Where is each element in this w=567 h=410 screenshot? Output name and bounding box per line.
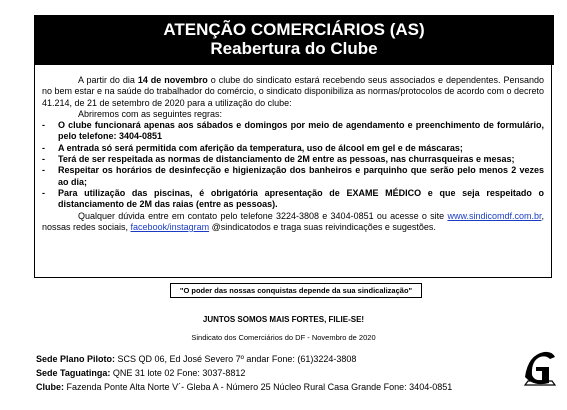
motto-box: "O poder das nossas conquistas depende da sua sindicalização": [170, 283, 422, 298]
closing-text-mid: , nossas redes sociais,: [42, 210, 544, 232]
contact-line: [36, 366, 452, 380]
contact-line: [36, 352, 452, 366]
contact-line: [36, 380, 452, 394]
intro-date: 14 de novembro: [137, 75, 208, 85]
rule-dash: -: [42, 154, 45, 165]
rule-item: [42, 143, 544, 154]
contacts-block: [36, 352, 452, 394]
contact-label: Sede Plano Piloto:: [36, 354, 116, 364]
intro-paragraph: [42, 75, 544, 109]
rally-text: JUNTOS SOMOS MAIS FORTES, FILIE-SE!: [202, 315, 365, 324]
rule-text: Terá de ser respeitada as normas de distanciamento de 2M entre as pessoas, nas churrasqueiras e mesas;: [58, 154, 515, 165]
rule-item: [42, 188, 544, 211]
closing-text-start: Qualquer dúvida entre em contato pelo telefone 3224-3808 e 3404-0851 ou acesse o site: [78, 210, 448, 221]
contact-label: Sede Taguatinga:: [36, 368, 111, 378]
banner-subtitle: Reabertura do Clube: [210, 39, 378, 58]
intro-text-start: A partir do dia: [78, 75, 138, 85]
header-banner: [34, 15, 554, 65]
rule-text: A entrada só será permitida com aferição da temperatura, uso de álcool em gel e de máscaras;: [58, 142, 463, 153]
contact-value: Fazenda Ponte Alta Norte V´- Gleba A - Número 25 Núcleo Rural Casa Grande Fone: 3404-0851: [64, 382, 453, 392]
rule-dash: -: [42, 142, 45, 153]
banner-title: ATENÇÃO COMERCIÁRIOS (AS): [163, 20, 425, 39]
contact-value: QNE 31 lote 02 Fone: 3037-8812: [110, 368, 246, 378]
notice-body: [34, 65, 552, 278]
rule-dash: -: [42, 187, 45, 198]
social-link[interactable]: facebook/instagram: [130, 221, 210, 232]
rule-text: Respeitar os horários de desinfecção e higienização dos banheiros e parquinho que serão pelo menos 2 vezes ao dia;: [58, 165, 544, 187]
rule-dash: -: [42, 165, 45, 176]
intro-text-rest: o clube do sindicato estará recebendo seus associados e dependentes. Pensando no bem estar e na saúde do trabalhador do comércio, o sindicato disponibiliza as normas/protocolos de acordo com o decreto 41.214, de 21 de setembro de 2020 para a utilização do clube:: [42, 75, 544, 108]
union-logo-icon: [522, 347, 558, 387]
rule-item: [42, 120, 544, 143]
website-link[interactable]: www.sindicomdf.com.br: [447, 210, 542, 221]
closing-paragraph: [42, 211, 544, 234]
contact-label: Clube:: [36, 382, 64, 392]
rule-text: O clube funcionará apenas aos sábados e domingos por meio de agendamento e preenchimento de formulário, pelo telefone: 3404-0851: [58, 120, 544, 142]
contact-value: SCS QD 06, Ed José Severo 7º andar Fone: (61)3224-3808: [115, 354, 357, 364]
rules-intro: Abriremos com as seguintes regras:: [78, 108, 223, 119]
rule-text: Para utilização das piscinas, é obrigatória apresentação de EXAME MÉDICO e que seja respeitado o distanciamento de 2M das raias (entre as pessoas).: [58, 187, 544, 210]
rule-item: [42, 154, 544, 165]
signature-line: Sindicato dos Comerciários do DF - Novembro de 2020: [191, 333, 376, 342]
rule-dash: -: [42, 120, 45, 131]
rule-item: [42, 165, 544, 188]
closing-text-end: @sindicatodos e traga suas reivindicações e sugestões.: [209, 221, 436, 232]
